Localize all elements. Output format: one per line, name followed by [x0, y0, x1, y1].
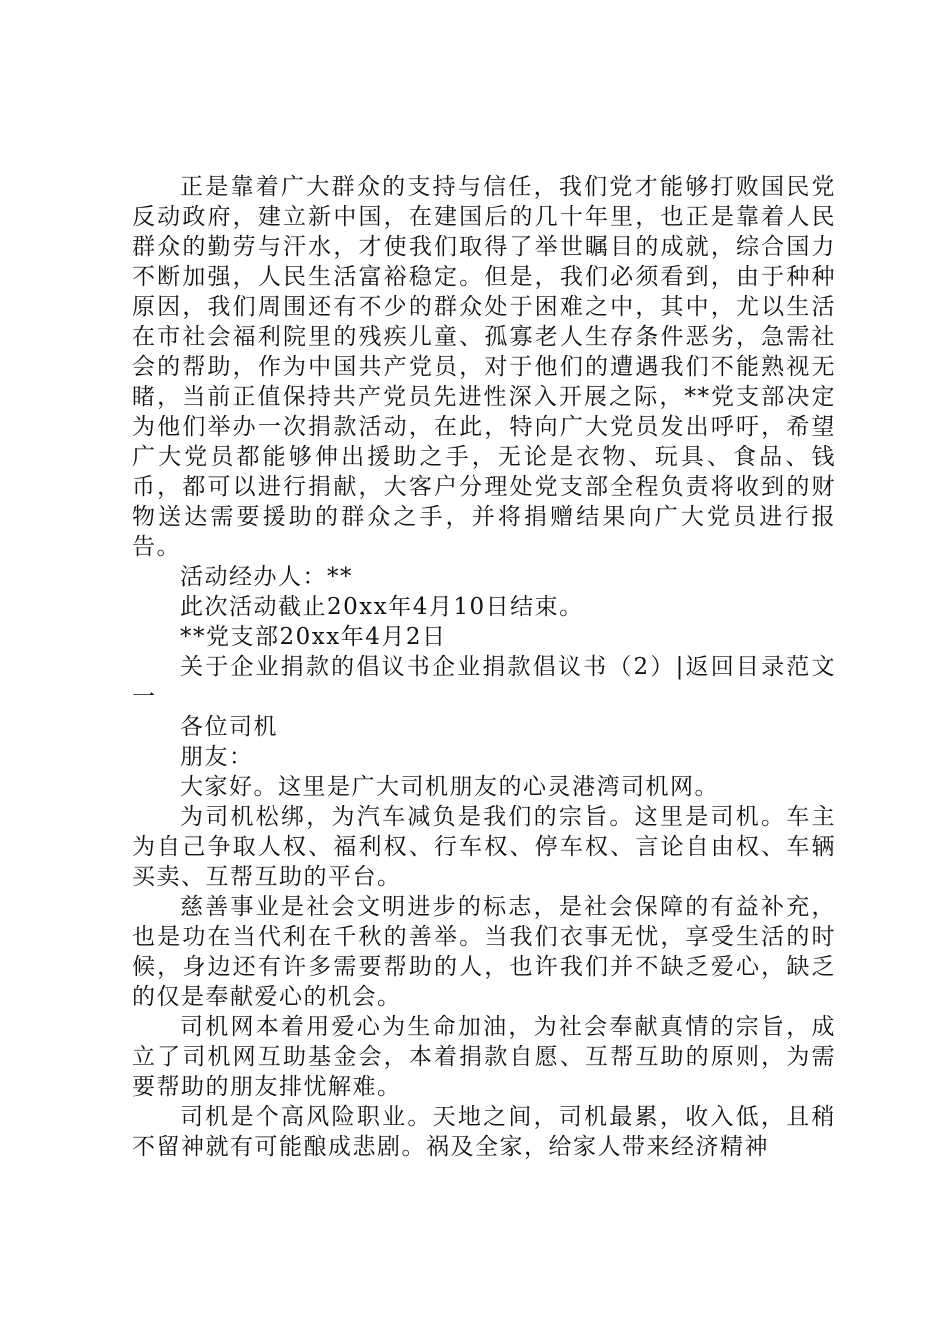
paragraph-section-heading: 关于企业捐款的倡议书企业捐款倡议书（2）|返回目录范文一 [132, 654, 836, 710]
document-body [132, 172, 836, 1162]
paragraph-salutation: 各位司机 [180, 714, 278, 740]
paragraph-mission: 为司机松绑，为汽车减负是我们的宗旨。这里是司机。车主为自己争取人权、福利权、行车权、停车权、言论自由权、车辆买卖、互帮互助的平台。 [132, 804, 836, 890]
paragraph-appeal: 正是靠着广大群众的支持与信任，我们党才能够打败国民党反动政府，建立新中国，在建国后的几十年里，也正是靠着人民群众的勤劳与汗水，才使我们取得了举世瞩目的成就，综合国力不断加强，人民生活富裕稳定。但是，我们必须看到，由于种种原因，我们周围还有不少的群众处于困难之中，其中，尤以生活在市社会福利院里的残疾儿童、孤寡老人生存条件恶劣，急需社会的帮助，作为中国共产党员，对于他们的遭遇我们不能熟视无睹，当前正值保持共产党员先进性深入开展之际，**党支部决定为他们举办一次捐款活动，在此，特向广大党员发出呼吁，希望广大党员都能够伸出援助之手，无论是衣物、玩具、食品、钱币，都可以进行捐献，大客户分理处党支部全程负责将收到的财物送达需要援助的群众之手，并将捐赠结果向广大党员进行报告。 [132, 174, 836, 560]
paragraph-greeting: 大家好。这里是广大司机朋友的心灵港湾司机网。 [180, 774, 719, 800]
paragraph-charity: 慈善事业是社会文明进步的标志，是社会保障的有益补充，也是功在当代利在千秋的善举。当我们衣事无忧，享受生活的时候，身边还有许多需要帮助的人，也许我们并不缺乏爱心，缺乏的仅是奉献爱心的机会。 [132, 894, 836, 1010]
paragraph-risk: 司机是个高风险职业。天地之间，司机最累，收入低，且稍不留神就有可能酿成悲剧。祸及全家，给家人带来经济精神 [132, 1104, 836, 1160]
paragraph-deadline: 此次活动截止20xx年4月10日结束。 [180, 594, 584, 620]
paragraph-signature-date: **党支部20xx年4月2日 [180, 624, 447, 650]
paragraph-fund: 司机网本着用爱心为生命加油，为社会奉献真情的宗旨，成立了司机网互助基金会，本着捐款自愿、互帮互助的原则，为需要帮助的朋友排忧解难。 [132, 1014, 836, 1100]
paragraph-organizer: 活动经办人：** [180, 564, 353, 590]
paragraph-salutation-cont: 朋友： [180, 744, 254, 770]
